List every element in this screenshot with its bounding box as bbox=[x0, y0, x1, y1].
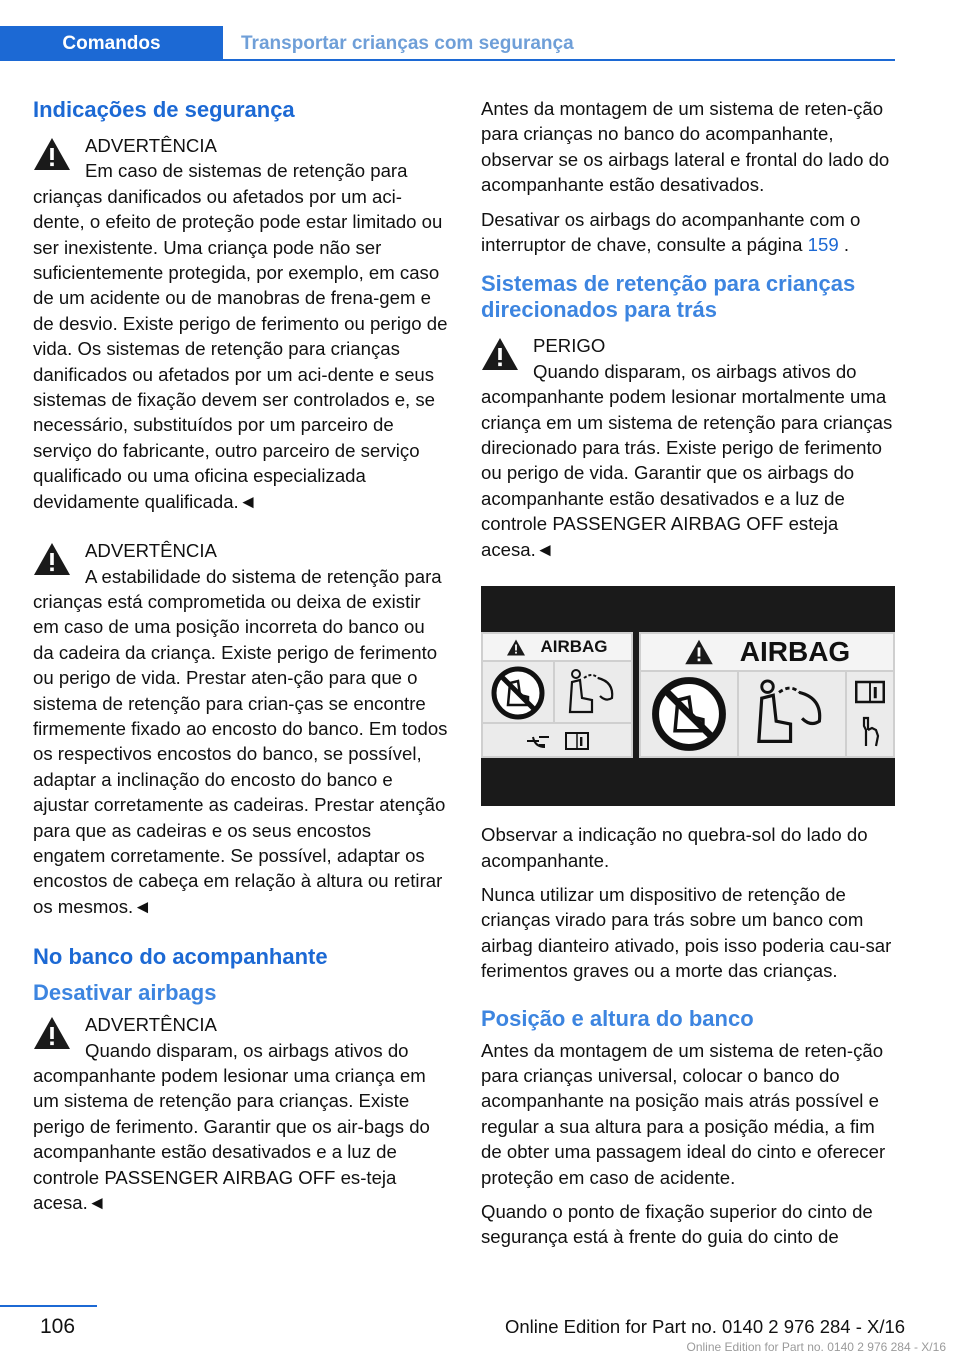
airbag-label-text: AIRBAG bbox=[739, 636, 851, 668]
warning-triangle-icon bbox=[33, 1016, 71, 1050]
pointing-hand-icon bbox=[525, 733, 551, 749]
page-link[interactable]: 159 bbox=[807, 234, 839, 256]
footer-divider bbox=[0, 1305, 97, 1307]
warning-triangle-icon bbox=[506, 639, 526, 656]
no-rear-facing-child-seat-icon bbox=[488, 665, 548, 721]
danger-label: PERIGO bbox=[533, 335, 606, 357]
paragraph: Antes da montagem de um sistema de reten-ção para crianças no banco do acompanhante, observar se os airbags lateral e frontal do lado do acompanhante estão desativados. bbox=[481, 98, 890, 196]
heading-safety: Indicações de segurança bbox=[33, 97, 295, 122]
paragraph: Quando o ponto de fixação superior do cinto de segurança está à frente do guia do cinto de bbox=[481, 1200, 873, 1248]
warning-label: ADVERTÊNCIA bbox=[85, 135, 217, 156]
airbag-label-text: AIRBAG bbox=[540, 637, 608, 657]
warning-triangle-icon bbox=[481, 337, 519, 371]
airbag-label-figure bbox=[481, 586, 895, 806]
warning-block-3 bbox=[33, 1012, 448, 1215]
danger-block bbox=[481, 333, 896, 562]
airbag-deploy-icon bbox=[744, 678, 840, 750]
warning-label: ADVERTÊNCIA bbox=[85, 1014, 217, 1036]
warning-block-1 bbox=[33, 133, 448, 514]
airbag-label-small bbox=[481, 632, 633, 758]
warning-label: ADVERTÊNCIA bbox=[85, 540, 217, 562]
paragraph-page-reference bbox=[481, 207, 896, 258]
heading-rear-facing: Sistemas de retenção para crianças direcionados para trás bbox=[481, 271, 856, 323]
tab-comandos[interactable]: Comandos bbox=[0, 26, 223, 61]
heading-deactivate-airbags: Desativar airbags bbox=[33, 980, 217, 1006]
paragraph: Observar a indicação no quebra-sol do lado do acompanhante. bbox=[481, 824, 868, 871]
warning-text: Quando disparam, os airbags ativos do acompanhante podem lesionar uma criança em um sistema de retenção para crianças. Existe perigo de ferimento. Garantir que os air-bags do acompanhante estão desativados e a luz de controle PASSENGER AIRBAG OFF es-teja acesa.◄ bbox=[33, 1039, 430, 1214]
paragraph: Antes da montagem de um sistema de reten-ção para crianças universal, colocar o banco do acompanhante na posição mais atrás possível e regular a sua altura para a posição média, a fim de obter uma passagem ideal do cinto e oferecer proteção em caso de acidente. bbox=[481, 1039, 886, 1188]
right-column bbox=[481, 96, 896, 1259]
airbag-label-large bbox=[639, 632, 895, 758]
warning-triangle-icon bbox=[33, 542, 71, 576]
paragraph-text: Desativar os airbags do acompanhante com o interruptor de chave, consulte a página bbox=[481, 208, 861, 256]
paragraph: Nunca utilizar um dispositivo de retenção de crianças virado para trás sobre um banco com airbag dianteiro ativado, pois isso poderia cau-sar ferimentos graves ou a morte das crianças. bbox=[481, 883, 892, 982]
left-column bbox=[33, 96, 448, 1239]
danger-text: Quando disparam, os airbags ativos do acompanhante podem lesionar mortalmente uma criança em um sistema de retenção para crianças direcionado para trás. Existe perigo de ferimento ou perigo de vida. Garantir que os airbags do acompanhante estão desativados e a luz de controle PASSENGER AIRBAG OFF esteja acesa.◄ bbox=[481, 360, 893, 560]
warning-text: A estabilidade do sistema de retenção para crianças está comprometida ou deixa de existir em caso de uma posição incorreta do banco ou da cadeira da criança. Existe perigo de ferimento ou perigo de vida. Prestar aten-ção para que o sistema de retenção para crian-ças se encontre firmemente fixado ao encosto do banco. Em todos os respectivos encostos do banco, se possível, adaptar a inclinação do encosto do banco e ajustar corretamente as cadeiras. Prestar atenção para que as cadeiras e os seus encostos engatem corretamente. Se possível, adaptar os encostos de cabeça em relação à altura ou retirar os mesmos.◄ bbox=[33, 565, 448, 917]
paragraph-text: . bbox=[838, 234, 850, 256]
warning-triangle-icon bbox=[684, 639, 714, 665]
airbag-deploy-icon bbox=[562, 668, 624, 718]
heading-passenger-seat: No banco do acompanhante bbox=[33, 944, 328, 970]
header-divider bbox=[223, 59, 895, 61]
manual-book-icon bbox=[855, 680, 885, 704]
section-title[interactable]: Transportar crianças com segurança bbox=[241, 33, 574, 54]
page-header bbox=[0, 0, 960, 62]
edition-label: Online Edition for Part no. 0140 2 976 284 - X/16 bbox=[505, 1316, 906, 1337]
heading-seat-position: Posição e altura do banco bbox=[481, 1005, 754, 1031]
warning-text: Em caso de sistemas de retenção para crianças danificados ou afetados por um aci-dente, o efeito de proteção pode estar limitado ou ser inexistente. Uma criança pode não ser suficientemente protegida, por exemplo, em caso de um acidente ou de manobras de frena-gem e de desvio. Existe perigo de ferimento ou perigo de vida. Os sistemas de retenção para crianças danificados ou afetados por um aci-dente e seus sistemas de fixação devem ser controlados e, se necessário, substituídos por um parceiro de serviço do fabricante, outro parceiro de serviço qualificado ou uma oficina especializada devidamente qualificada.◄ bbox=[33, 160, 448, 512]
warning-triangle-icon bbox=[33, 137, 71, 171]
manual-book-icon bbox=[565, 732, 589, 750]
pointing-hand-icon bbox=[858, 716, 882, 748]
page-number: 106 bbox=[40, 1315, 76, 1338]
no-rear-facing-child-seat-icon bbox=[646, 675, 732, 753]
watermark: Online Edition for Part no. 0140 2 976 284 - X/16 bbox=[686, 1340, 946, 1354]
warning-block-2 bbox=[33, 538, 448, 919]
